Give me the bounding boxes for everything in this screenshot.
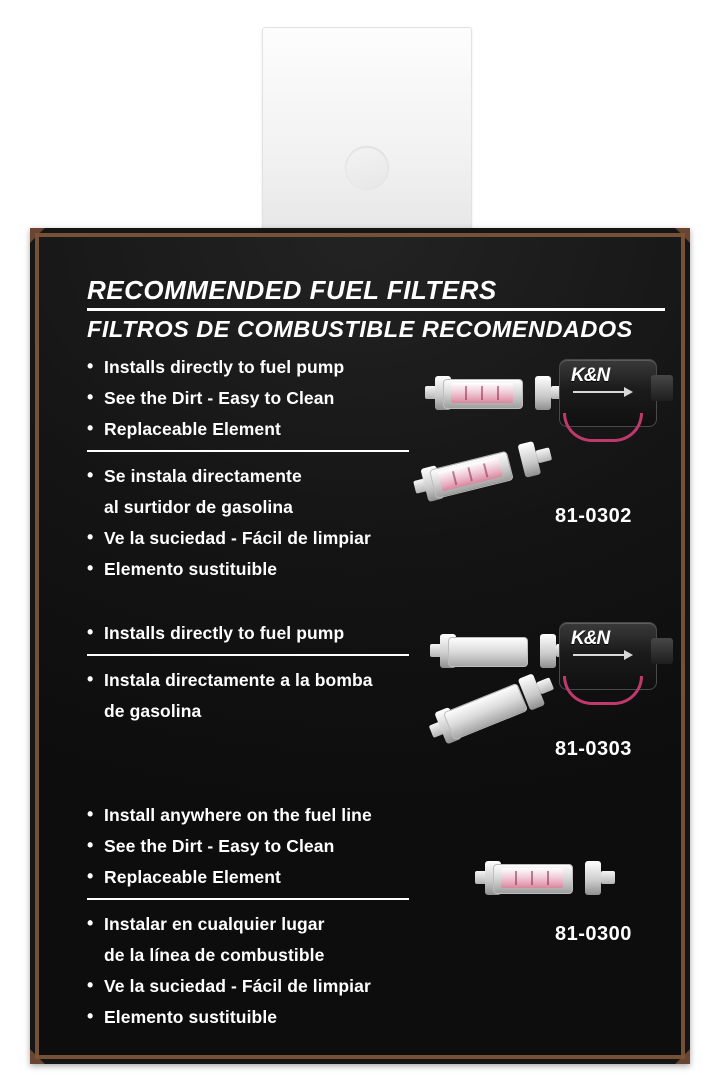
bullet-item-continuation: al surtidor de gasolina (104, 497, 294, 517)
heading-rule (87, 308, 665, 311)
fuel-pump-illustration-1 (555, 355, 663, 441)
part-number-81-0302: 81-0302 (555, 505, 632, 527)
bullet-item: • Installs directly to fuel pump (87, 357, 447, 378)
inline-fuel-filter-icon (475, 858, 615, 900)
filter-pleat (497, 386, 499, 400)
flow-arrow-icon (573, 654, 631, 656)
box-edge-top (35, 233, 685, 237)
inline-fuel-filter-icon (425, 373, 565, 415)
filter-illustration-81-0300 (475, 858, 615, 900)
pump-outlet-port (651, 638, 673, 664)
heading-spanish: FILTROS DE COMBUSTIBLE RECOMENDADOS (87, 316, 633, 342)
filter-end-cap-right (540, 634, 556, 668)
part-number-81-0300: 81-0300 (555, 923, 632, 945)
section-81-0300 (87, 805, 663, 1038)
pump-outlet-port (651, 375, 673, 401)
filter-housing (448, 637, 528, 667)
bullet-list-english-2 (87, 623, 447, 644)
flow-arrow-icon (573, 391, 631, 393)
filter-illustration-81-0303-angled (427, 688, 557, 730)
bullet-list-english-1 (87, 357, 447, 440)
bullet-item: • Instala directamente a la bomba (87, 670, 447, 691)
bullet-list-spanish-2 (87, 670, 447, 722)
inline-fuel-filter-icon (430, 631, 570, 673)
heading-english: RECOMMENDED FUEL FILTERS (87, 275, 497, 305)
bullet-item: • Replaceable Element (87, 419, 447, 440)
fuel-pump-illustration-2 (555, 618, 663, 704)
filter-illustration-81-0303-horizontal (430, 631, 570, 673)
section-divider (87, 654, 409, 656)
bullet-item: • Install anywhere on the fuel line (87, 805, 447, 826)
bullet-item: • Elemento sustituible (87, 1007, 447, 1028)
bullet-item: • Replaceable Element (87, 867, 447, 888)
kn-logo-icon: K&N (571, 365, 610, 386)
pump-wiring-loop (563, 676, 643, 705)
filter-outlet (601, 871, 615, 884)
filter-pleat (531, 871, 533, 885)
filter-end-cap-right (585, 861, 601, 895)
panel-headings (87, 275, 655, 343)
hang-tab (262, 27, 472, 233)
filter-illustration-81-0302-angled (413, 451, 553, 493)
filter-outlet (535, 447, 552, 463)
filter-pleat (465, 386, 467, 400)
bullet-list-english-3 (87, 805, 447, 888)
bullet-item: • Elemento sustituible (87, 559, 447, 580)
box-edge-bottom (35, 1055, 685, 1059)
box-back-panel (35, 233, 685, 1059)
part-number-81-0303: 81-0303 (555, 738, 632, 760)
filter-end-cap-right (535, 376, 551, 410)
bullet-list-spanish-1 (87, 466, 447, 580)
bullet-item-continuation: de la línea de combustible (104, 945, 325, 965)
filter-pleat (481, 386, 483, 400)
product-box (30, 228, 690, 1064)
filter-pleat (547, 871, 549, 885)
bullet-item: • Ve la suciedad - Fácil de limpiar (87, 976, 447, 997)
bullet-item: • Ve la suciedad - Fácil de limpiar (87, 528, 447, 549)
bullet-item: • Instalar en cualquier lugar (87, 914, 447, 935)
bullet-item: • See the Dirt - Easy to Clean (87, 836, 447, 857)
section-divider (87, 898, 409, 900)
filter-illustration-81-0302-horizontal (425, 373, 565, 415)
bullet-item: • Se instala directamente (87, 466, 447, 487)
bullet-list-spanish-3 (87, 914, 447, 1028)
bullet-item: • See the Dirt - Easy to Clean (87, 388, 447, 409)
pump-wiring-loop (563, 413, 643, 442)
kn-logo-icon: K&N (571, 628, 610, 649)
bullet-item: • Installs directly to fuel pump (87, 623, 447, 644)
box-edge-left (35, 233, 39, 1059)
bullet-item-continuation: de gasolina (104, 701, 202, 721)
filter-pleat (515, 871, 517, 885)
section-divider (87, 450, 409, 452)
box-edge-right (681, 233, 685, 1059)
